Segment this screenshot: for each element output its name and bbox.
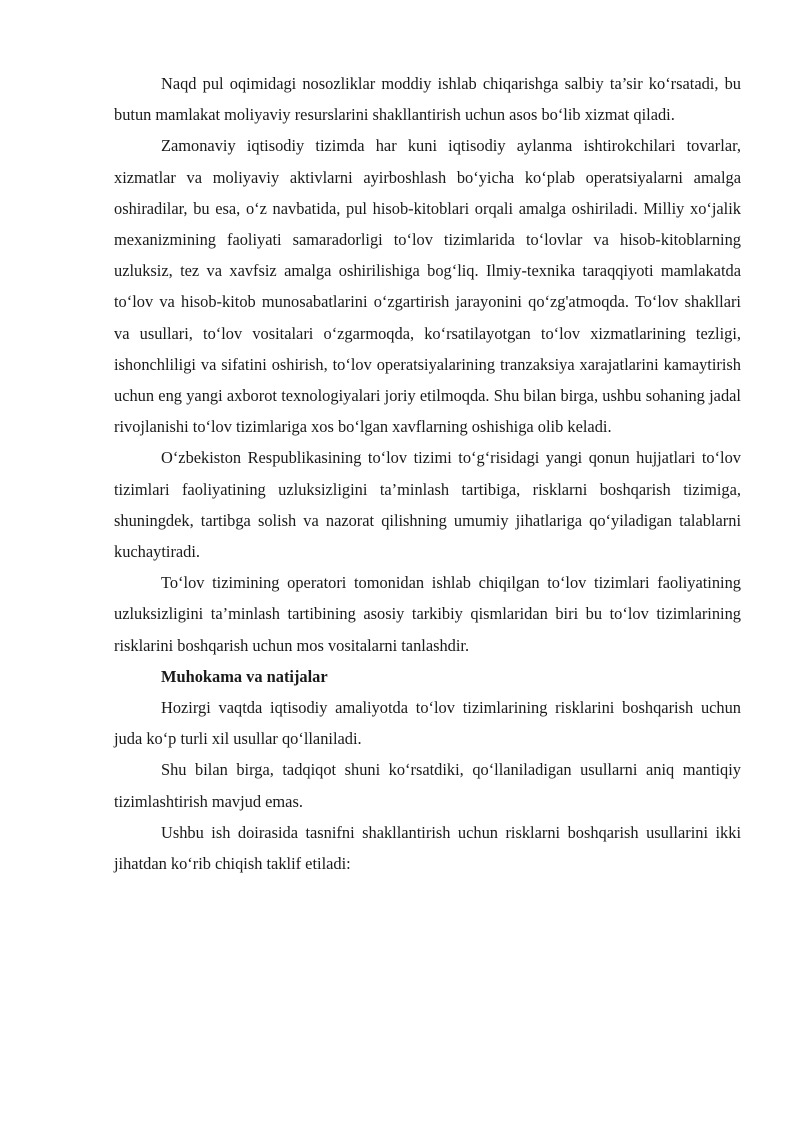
paragraph: Zamonaviy iqtisodiy tizimda har kuni iqtisodiy aylanma ishtirokchilari tovarlar, xizmatlar va moliyaviy aktivlarni ayirboshlash bo‘yicha ko‘plab operatsiyalarni amalga oshiradilar, bu esa, o‘z navbatida, pul hisob-kitoblari orqali amalga oshiriladi. Milliy xo‘jalik mexanizmining faoliyati samaradorligi to‘lov tizimlarida to‘lovlar va hisob-kitoblarning uzluksiz, tez va xavfsiz amalga oshirilishiga bog‘liq. Ilmiy-texnika taraqqiyoti mamlakatda to‘lov va hisob-kitob munosabatlarini o‘zgartirish jarayonini qo‘zg'atmoqda. To‘lov shakllari va usullari, to‘lov vositalari o‘zgarmoqda, ko‘rsatilayotgan to‘lov xizmatlarining tezligi, ishonchliligi va sifatini oshirish, to‘lov operatsiyalarining tranzaksiya xarajatlarini kamaytirish uchun eng yangi axborot texnologiyalari joriy etilmoqda. Shu bilan birga, ushbu sohaning jadal rivojlanishi to‘lov tizimlariga xos bo‘lgan xavflarning oshishiga olib keladi. [114,136,741,437]
paragraph: To‘lov tizimining operatori tomonidan ishlab chiqilgan to‘lov tizimlari faoliyatining uzluksizligini ta’minlash tartibining asosiy tarkibiy qismlaridan biri bu to‘lov tizimlarining risklarini boshqarish uchun mos vositalarni tanlashdir. [114,573,741,655]
document-page [114,68,741,879]
paragraph: Naqd pul oqimidagi nosozliklar moddiy ishlab chiqarishga salbiy ta’sir ko‘rsatadi, bu butun mamlakat moliyaviy resurslarini shakllantirish uchun asos bo‘lib xizmat qiladi. [114,74,741,125]
paragraph: Shu bilan birga, tadqiqot shuni ko‘rsatdiki, qo‘llaniladigan usullarni aniq mantiqiy tizimlashtirish mavjud emas. [114,760,741,811]
paragraph: Ushbu ish doirasida tasnifni shakllantirish uchun risklarni boshqarish usullarini ikki jihatdan ko‘rib chiqish taklif etiladi: [114,822,741,874]
paragraph: Hozirgi vaqtda iqtisodiy amaliyotda to‘lov tizimlarining risklarini boshqarish uchun juda ko‘p turli xil usullar qo‘llaniladi. [114,698,741,749]
paragraph: O‘zbekiston Respublikasining to‘lov tizimi to‘g‘risidagi yangi qonun hujjatlari to‘lov tizimlari faoliyatining uzluksizligini ta’minlash tartibiga, risklarni boshqarish tizimiga, shuningdek, tartibga solish va nazorat qilishning umumiy jihatlariga qo‘yiladigan talablarni kuchaytiradi. [114,448,741,562]
section-heading: Muhokama va natijalar [161,666,328,686]
